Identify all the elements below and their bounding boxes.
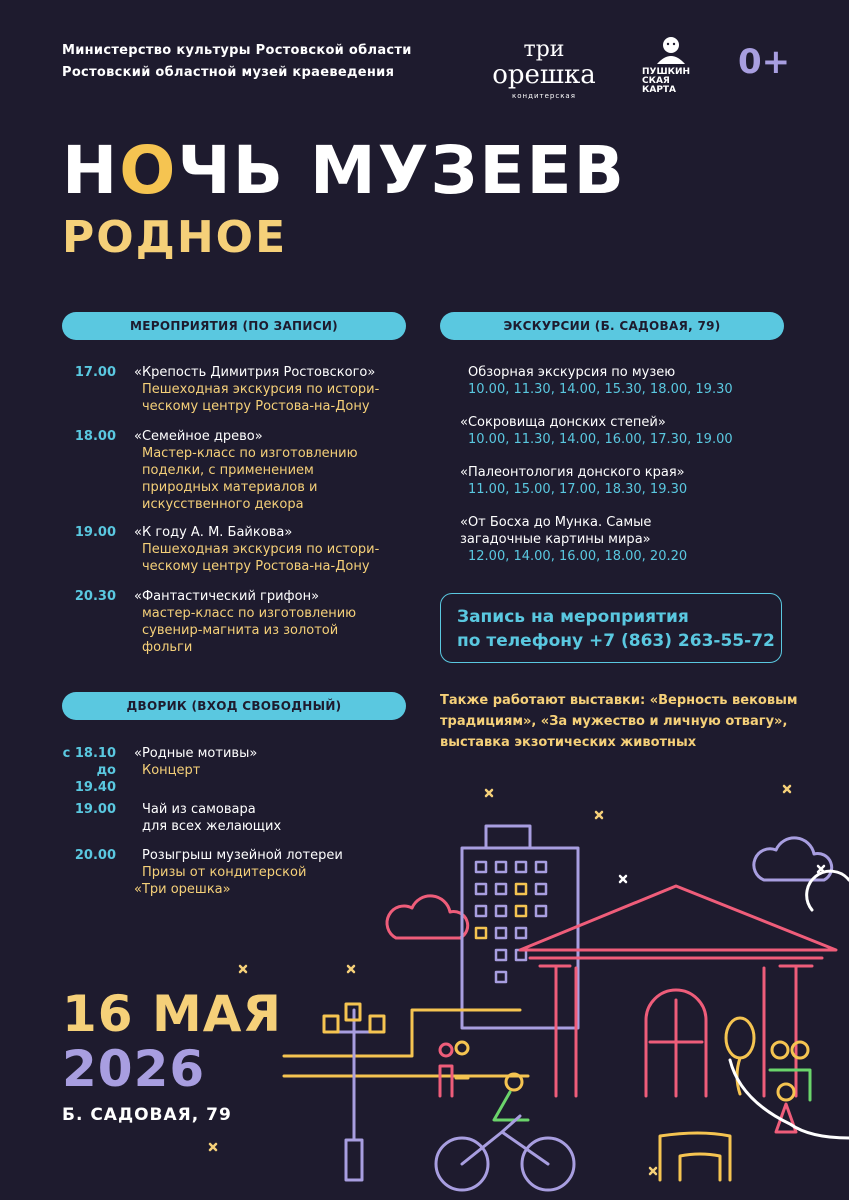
apartment-building-icon bbox=[462, 826, 578, 1028]
excursion-item bbox=[460, 464, 687, 498]
excursion-name: «От Босха до Мунка. Самые загадочные картины мира» bbox=[460, 515, 652, 547]
events-header: МЕРОПРИЯТИЯ (ПО ЗАПИСИ) bbox=[62, 312, 406, 340]
city-illustration bbox=[0, 760, 849, 1200]
event-time: 17.00 bbox=[74, 365, 116, 380]
street-line bbox=[284, 1010, 520, 1056]
museum-building-icon bbox=[520, 886, 836, 1096]
event-name: «К году А. М. Байкова» bbox=[134, 525, 293, 540]
title-part-1: Н bbox=[62, 132, 120, 209]
excursion-times: 10.00, 11.30, 14.00, 16.00, 17.30, 19.00 bbox=[468, 432, 733, 447]
courtyard-header: ДВОРИК (ВХОД СВОБОДНЫЙ) bbox=[62, 692, 406, 720]
courtyard-desc: Концерт bbox=[142, 763, 201, 778]
excursion-times: 11.00, 15.00, 17.00, 18.30, 19.30 bbox=[468, 482, 688, 497]
page-title bbox=[62, 132, 626, 209]
event-time: 18.00 bbox=[74, 429, 116, 444]
event-name: «Фантастический грифон» bbox=[134, 589, 320, 604]
excursions-header: ЭКСКУРСИИ (Б. САДОВАЯ, 79) bbox=[440, 312, 784, 340]
pushkin-line-1: ПУШКИН bbox=[642, 67, 691, 77]
pushkin-card-logo bbox=[636, 34, 706, 95]
street-lamp-icon bbox=[324, 1004, 384, 1180]
excursion-item bbox=[460, 364, 733, 398]
cloud-icon bbox=[387, 896, 468, 938]
event-date-year: 2026 bbox=[62, 1040, 206, 1098]
pushkin-portrait-icon bbox=[651, 34, 691, 64]
courtyard-time: 20.00 bbox=[74, 848, 116, 863]
tri-oreshka-logo bbox=[488, 38, 600, 100]
courtyard-name-2: для всех желающих bbox=[142, 819, 282, 834]
exhibitions-note: Также работают выставки: «Верность вековым традициям», «За мужество и личную отвагу», выставка экзотических животных bbox=[440, 693, 798, 750]
event-time: 19.00 bbox=[74, 525, 116, 540]
brand-line-1: три bbox=[523, 37, 565, 62]
excursion-item bbox=[460, 414, 733, 448]
event-date-day: 16 МАЯ bbox=[62, 985, 282, 1043]
people-icon bbox=[440, 1044, 452, 1096]
cyclist-icon bbox=[436, 1074, 574, 1190]
organizer-block bbox=[62, 40, 412, 84]
courtyard-desc: Призы от кондитерской bbox=[142, 865, 307, 880]
courtyard-time-end: до 19.40 bbox=[74, 763, 116, 795]
pushkin-line-3: КАРТА bbox=[642, 85, 677, 95]
page-subtitle: РОДНОЕ bbox=[62, 212, 288, 263]
excursion-name: Обзорная экскурсия по музею bbox=[468, 365, 676, 380]
registration-phone-box: Запись на мероприятия по телефону +7 (863) 263-55-72 bbox=[440, 593, 782, 663]
event-desc: Пешеходная экскурсия по истори- ческому центру Ростова-на-Дону bbox=[142, 382, 380, 414]
event-desc: Мастер-класс по изготовлению поделки, с применением природных материалов и искусственного декора bbox=[142, 446, 358, 512]
event-name: «Семейное древо» bbox=[134, 429, 263, 444]
excursion-times: 10.00, 11.30, 14.00, 15.30, 18.00, 19.30 bbox=[468, 382, 733, 397]
courtyard-time: 19.00 bbox=[74, 802, 116, 817]
title-moon-letter: О bbox=[119, 132, 178, 209]
pushkin-line-2: СКАЯ bbox=[642, 76, 670, 86]
excursion-name: «Палеонтология донского края» bbox=[460, 465, 685, 480]
excursion-name: «Сокровища донских степей» bbox=[460, 415, 666, 430]
brand-line-2: орешка bbox=[492, 60, 596, 90]
courtyard-desc-2: «Три орешка» bbox=[134, 882, 231, 897]
title-part-2: ЧЬ МУЗЕЕВ bbox=[177, 132, 626, 209]
people-icon bbox=[456, 1042, 468, 1078]
people-icon bbox=[770, 1042, 810, 1132]
organizer-ministry: Министерство культуры Ростовской области bbox=[62, 43, 412, 58]
courtyard-time-start: с 18.10 bbox=[62, 746, 116, 761]
event-desc: мастер-класс по изготовлению сувенир-магнита из золотой фольги bbox=[142, 606, 357, 655]
excursion-item bbox=[460, 514, 687, 565]
age-rating: 0+ bbox=[738, 42, 791, 82]
sparkle-icon bbox=[210, 786, 790, 1174]
brand-line-3: кондитерская bbox=[512, 92, 576, 100]
bench-icon bbox=[660, 1133, 730, 1180]
organizer-museum: Ростовский областной музей краеведения bbox=[62, 65, 395, 80]
courtyard-name: «Родные мотивы» bbox=[134, 746, 258, 761]
courtyard-name: Чай из самовара bbox=[142, 802, 256, 817]
event-time: 20.30 bbox=[74, 589, 116, 604]
event-name: «Крепость Димитрия Ростовского» bbox=[134, 365, 376, 380]
event-address: Б. САДОВАЯ, 79 bbox=[62, 1105, 232, 1125]
event-desc: Пешеходная экскурсия по истори- ческому центру Ростова-на-Дону bbox=[142, 542, 380, 574]
courtyard-name: Розыгрыш музейной лотереи bbox=[142, 848, 343, 863]
excursion-times: 12.00, 14.00, 16.00, 18.00, 20.20 bbox=[468, 549, 688, 564]
